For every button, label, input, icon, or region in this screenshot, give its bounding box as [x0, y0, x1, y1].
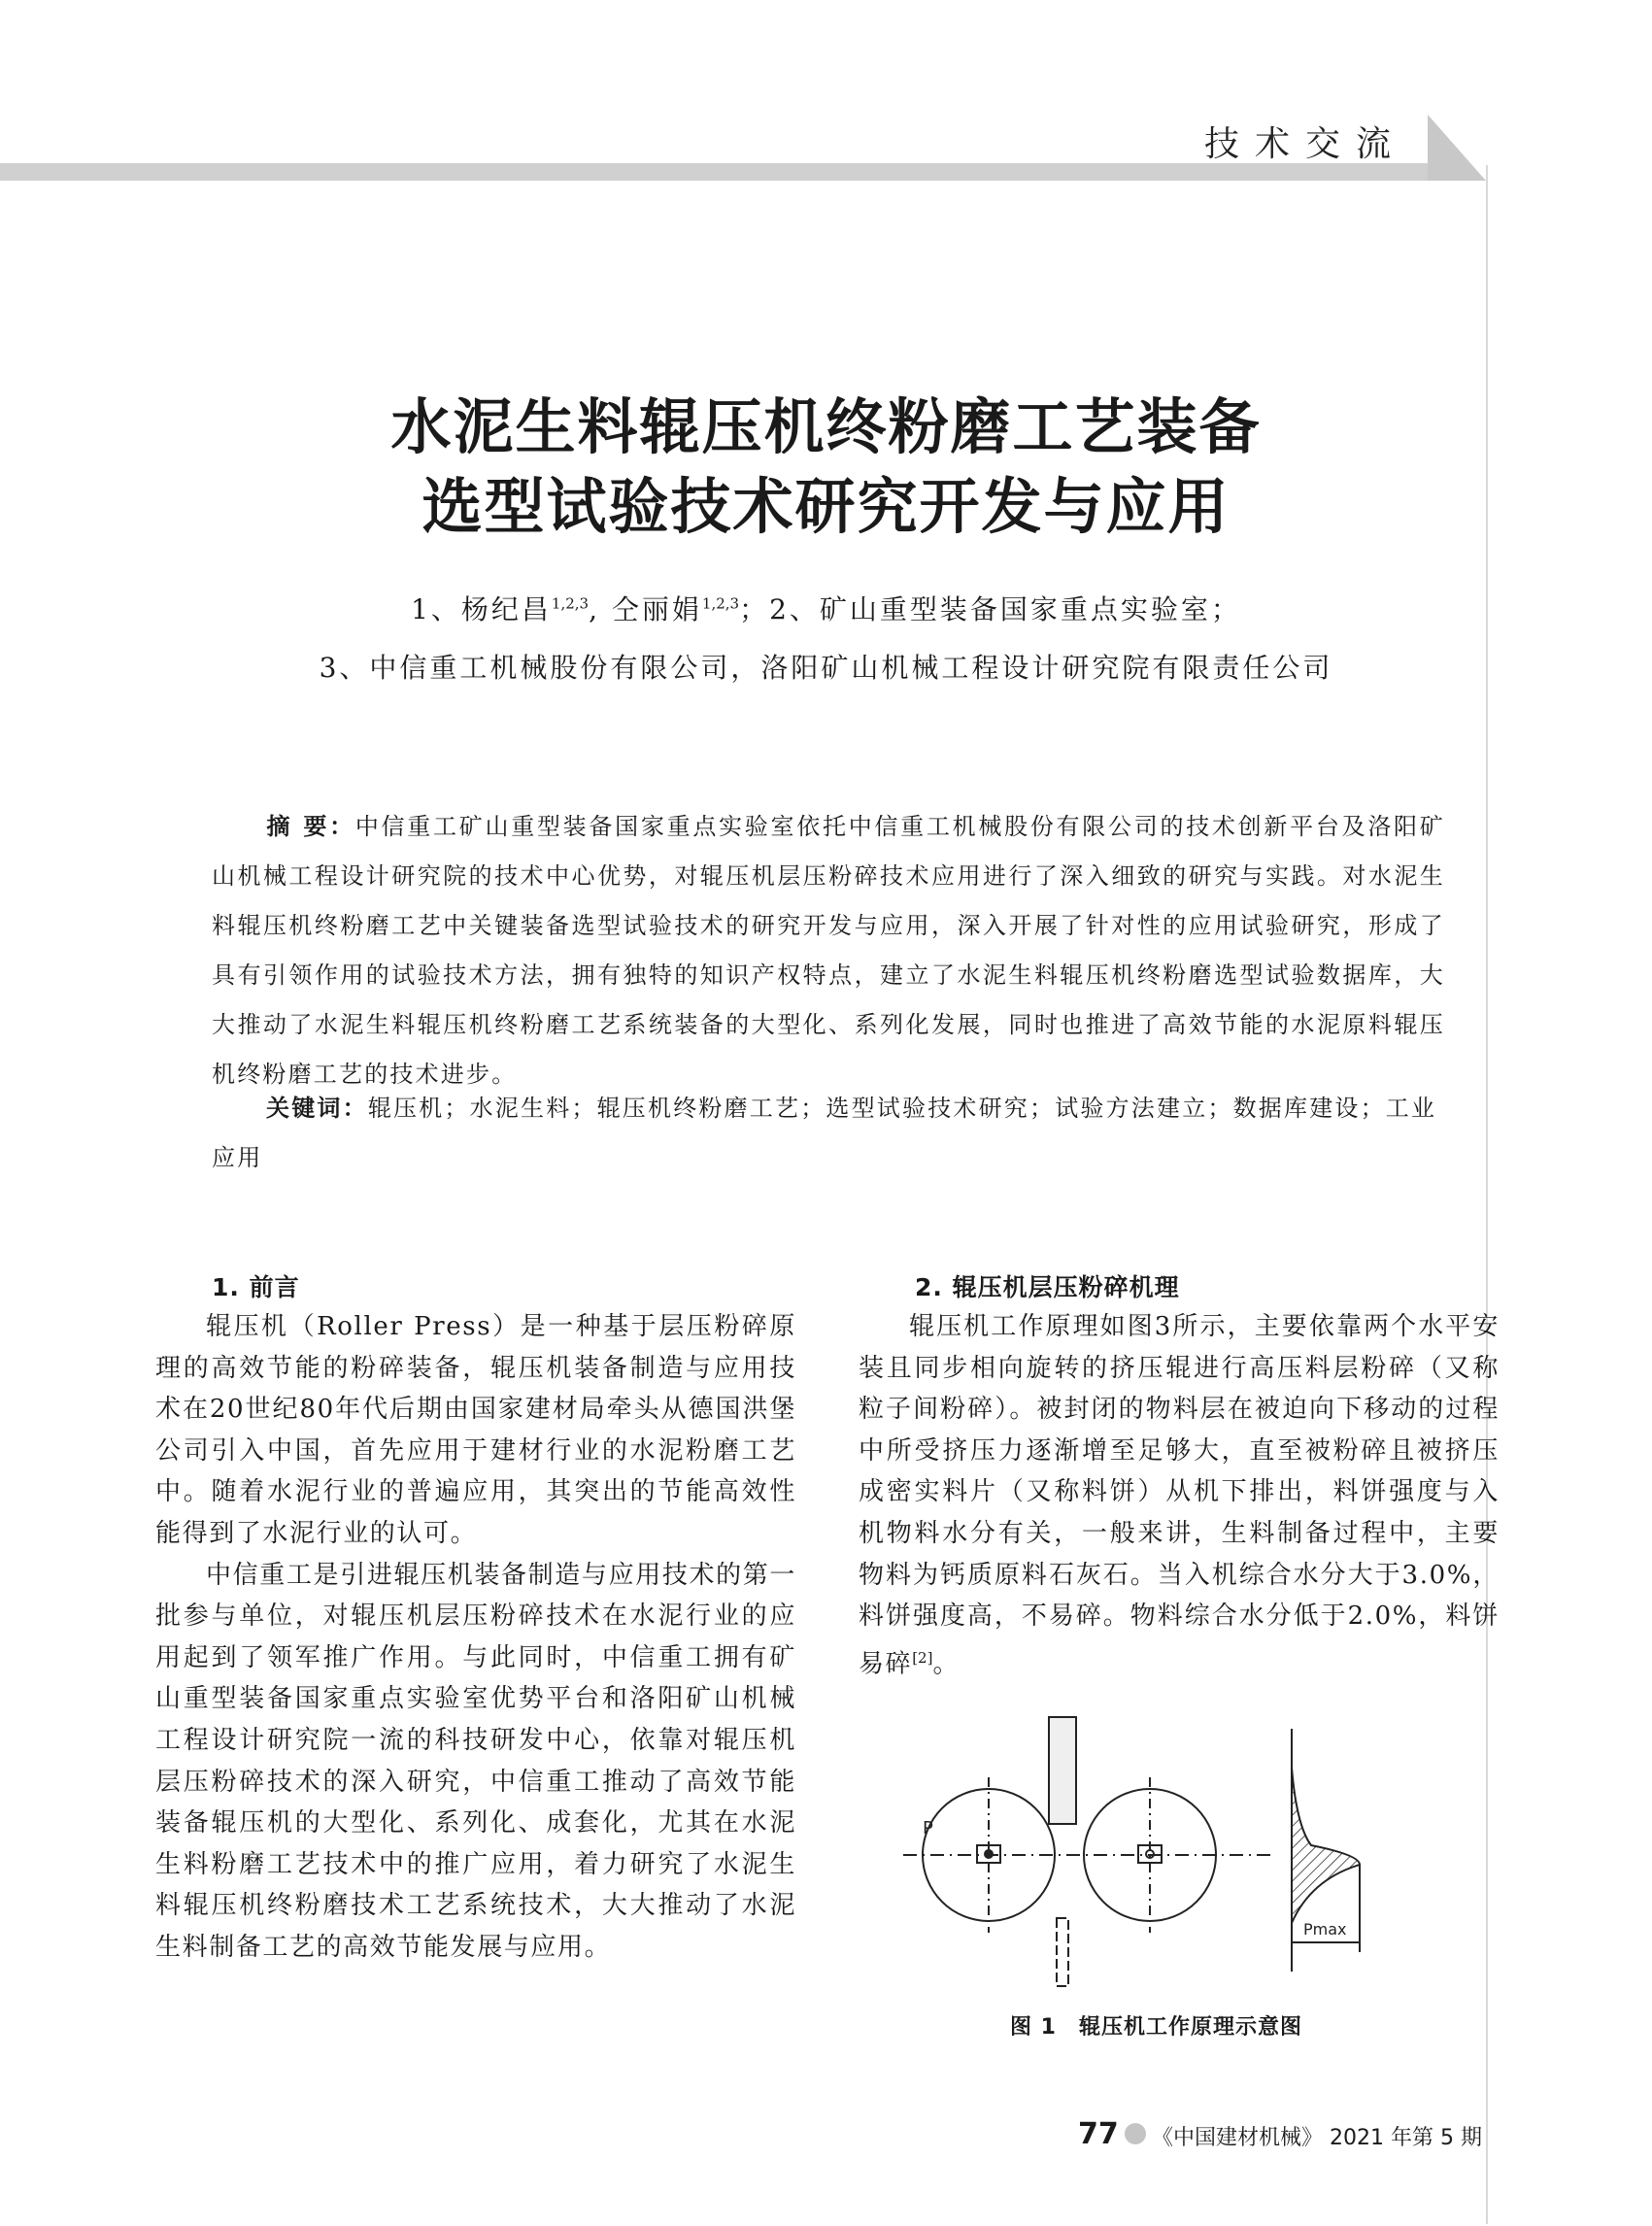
- title-line-1: 水泥生料辊压机终粉磨工艺装备: [390, 391, 1262, 462]
- label-p: P: [923, 1818, 933, 1838]
- keywords-label: 关键词：: [266, 1095, 368, 1122]
- author-2-affiliation: 1,2,3: [701, 594, 740, 613]
- header-corner-triangle: [1428, 115, 1486, 183]
- left-column: [155, 1306, 796, 1969]
- journal-info: 《中国建材机械》 2021 年第 5 期: [1152, 2126, 1482, 2150]
- author-2: , 仝丽娟: [589, 593, 702, 625]
- page-number: 77: [1078, 2117, 1119, 2151]
- section-1-paragraph-2: 中信重工是引进辊压机装备制造与应用技术的第一批参与单位，对辊压机层压粉碎技术在水泥行业的应用起到了领军推广作用。与此同时，中信重工拥有矿山重型装备国家重点实验室优势平台和洛阳矿山机械工程设计研究院一流的科技研发中心，依靠对辊压机层压粉碎技术的深入研究，中信重工推动了高效节能装备辊压机的大型化、系列化、成套化，尤其在水泥生料粉磨工艺技术中的推广应用，着力研究了水泥生料辊压机终粉磨技术工艺系统技术，大大推动了水泥生料制备工艺的高效节能发展与应用。: [155, 1560, 796, 1962]
- title-line-2: 选型试验技术研究开发与应用: [421, 471, 1231, 542]
- material-column: [1049, 1717, 1076, 1824]
- author-1: 1、杨纪昌: [411, 593, 552, 625]
- section-label: 技术交流: [1204, 124, 1407, 164]
- flake-discharge: [1057, 1918, 1068, 1986]
- author-1-affiliation: 1,2,3: [551, 594, 590, 613]
- authors-line-2: 3、中信重工机械股份有限公司，洛阳矿山机械工程设计研究院有限责任公司: [319, 652, 1333, 684]
- roller-press-diagram: [903, 1709, 1428, 1991]
- section-1-heading: 1. 前言: [212, 1273, 300, 1301]
- abstract-text: 中信重工矿山重型装备国家重点实验室依托中信重工机械股份有限公司的技术创新平台及洛阳矿山机械工程设计研究院的技术中心优势，对辊压机层压粉碎技术应用进行了深入细致的研究与实践。对水泥生料辊压机终粉磨工艺中关键装备选型试验技术的研究开发与应用，深入开展了针对性的应用试验研究，形成了具有引领作用的试验技术方法，拥有独特的知识产权特点，建立了水泥生料辊压机终粉磨选型试验数据库，大大推动了水泥生料辊压机终粉磨工艺系统装备的大型化、系列化发展，同时也推进了高效节能的水泥原料辊压机终粉磨工艺的技术进步。: [212, 813, 1445, 1088]
- abstract-label: 摘 要：: [266, 813, 355, 840]
- section-1-paragraph-1: 辊压机（Roller Press）是一种基于层压粉碎原理的高效节能的粉碎装备，辊压机装备制造与应用技术在20世纪80年代后期由国家建材局牵头从德国洪堡公司引入中国，首先应用于建材行业的水泥粉磨工艺中。随着水泥行业的普遍应用，其突出的节能高效性能得到了水泥行业的认可。: [155, 1312, 796, 1548]
- keywords-text: 辊压机；水泥生料；辊压机终粉磨工艺；选型试验技术研究；试验方法建立；数据库建设；工业应用: [212, 1095, 1437, 1171]
- abstract: [212, 802, 1445, 1099]
- left-bearing-pin: [985, 1850, 993, 1858]
- section-2-text: 辊压机工作原理如图3所示，主要依靠两个水平安装且同步相向旋转的挤压辊进行高压料层粉碎（又称粒子间粉碎）。被封闭的物料层在被迫向下移动的过程中所受挤压力逐渐增至足够大，直至被粉碎且被挤压成密实料片（又称料饼）从机下排出，料饼强度与入机物料水分有关，一般来讲，生料制备过程中，主要物料为钙质原料石灰石。当入机综合水分大于3.0%，料饼强度高，不易碎。物料综合水分低于2.0%，料饼易碎: [859, 1312, 1500, 1679]
- footer-dot: [1125, 2123, 1146, 2144]
- label-pmax: Pmax: [1303, 1920, 1347, 1939]
- pressure-profile: [1292, 1768, 1360, 1923]
- affiliation-2: ；2、矿山重型装备国家重点实验室；: [739, 593, 1241, 625]
- section-2-heading: 2. 辊压机层压粉碎机理: [915, 1273, 1180, 1301]
- authors-line-1: [0, 589, 1652, 627]
- figure-caption: 图 1 辊压机工作原理示意图: [1010, 2015, 1302, 2040]
- right-column: [859, 1306, 1500, 1685]
- keywords: [212, 1084, 1445, 1183]
- section-2-paragraph: 辊压机工作原理如图3所示，主要依靠两个水平安装且同步相向旋转的挤压辊进行高压料层粉碎（又称粒子间粉碎）。被封闭的物料层在被迫向下移动的过程中所受挤压力逐渐增至足够大，直至被粉碎且被挤压成密实料片（又称料饼）从机下排出，料饼强度与入机物料水分有关，一般来讲，生料制备过程中，主要物料为钙质原料石灰石。当入机综合水分大于3.0%，料饼强度高，不易碎。物料综合水分低于2.0%，料饼易碎[2]。: [859, 1312, 1500, 1679]
- citation-ref: [2]: [912, 1648, 933, 1667]
